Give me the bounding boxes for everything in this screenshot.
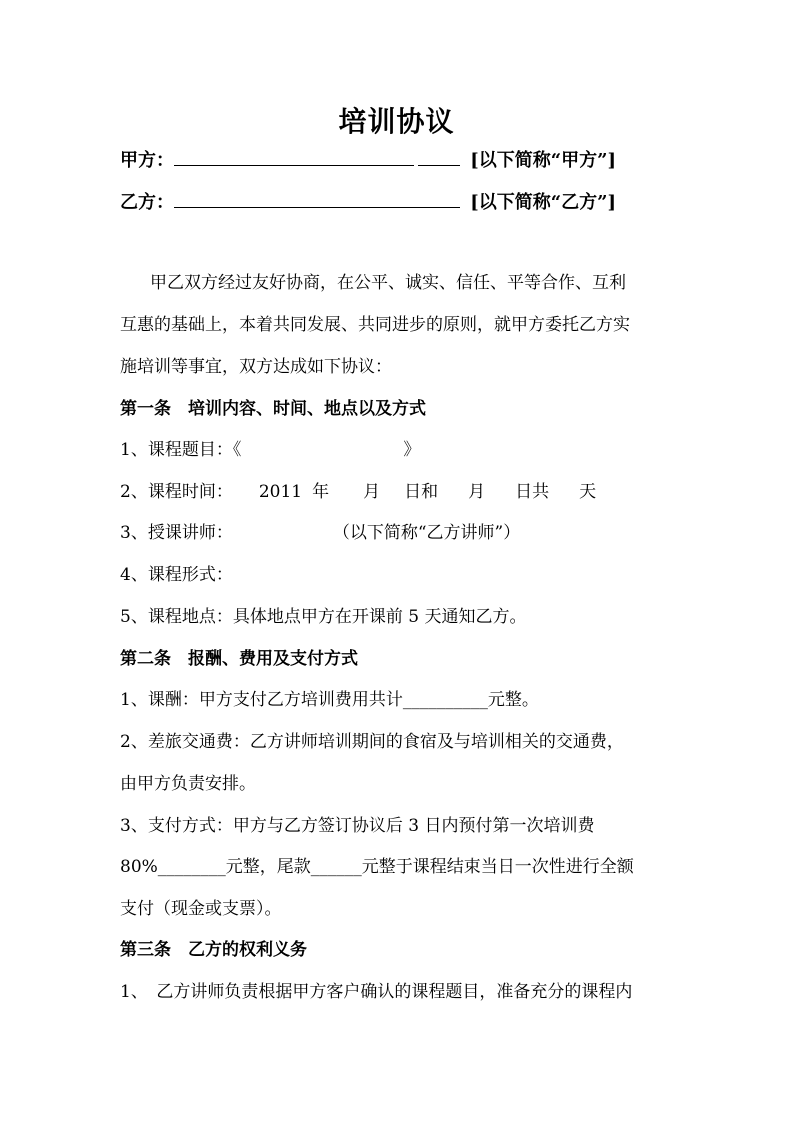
payment-line-3: 支付（现金或支票）。 [120,899,282,919]
course-time-year: 2011 [258,482,303,502]
party-a-suffix: [以下简称“甲方”] [470,150,617,171]
course-title-label: 1、课程题目：《 [120,440,242,460]
party-a-name-blank-extra[interactable] [418,147,460,166]
payment-line-2 [120,856,680,878]
payment-pct: 80% [120,857,158,877]
travel-line-2: 由甲方负责安排。 [120,774,256,794]
payment-blank-2[interactable]: ______ [310,857,362,877]
fee-label: 1、课酬：甲方支付乙方培训费用共计 [120,690,403,710]
course-time-rigong: 日共 [515,482,550,502]
lecturer-label: 3、授课讲师： [120,523,233,543]
party-a-line [120,147,680,172]
party-b-suffix: [以下简称“乙方”] [470,192,617,213]
party-b-label: 乙方： [120,192,174,213]
format-line [120,564,680,586]
fee-unit: 元整。 [487,690,539,710]
lecturer-note: （以下简称“乙方讲师”） [332,523,521,543]
party-a-name-blank[interactable] [174,147,414,166]
article-3-item-1: 1、 乙方讲师负责根据甲方客户确认的课程题目，准备充分的课程内 [120,982,633,1002]
fee-blank[interactable]: __________ [402,690,488,710]
course-time-tian: 天 [579,482,597,502]
party-b-line [120,189,680,214]
document-title: 培训协议 [338,105,455,138]
party-a-label: 甲方： [120,150,174,171]
course-time-rihe: 日和 [404,482,439,502]
fee-line [120,689,680,711]
article-1-heading: 第一条 培训内容、时间、地点以及方式 [120,399,426,419]
lecturer-line [120,522,680,544]
article-2-heading: 第二条 报酬、费用及支付方式 [120,649,358,669]
course-time-line [120,481,680,503]
payment-line-1: 3、支付方式：甲方与乙方签订协议后 3 日内预付第一次培训费 [120,816,595,836]
party-b-name-blank[interactable] [174,189,460,208]
payment-blank-1[interactable]: ________ [157,857,226,877]
course-time-nian: 年 [312,482,330,502]
course-time-yue-1: 月 [363,482,381,502]
intro-line-3: 施培训等事宜，双方达成如下协议： [120,357,392,377]
course-title-close: 》 [403,440,421,460]
course-time-yue-2: 月 [468,482,486,502]
intro-line-2: 互惠的基础上，本着共同发展、共同进步的原则，就甲方委托乙方实 [120,315,630,335]
payment-end: 元整于课程结束当日一次性进行全额 [361,857,634,877]
course-title-line [120,439,680,461]
article-3-heading: 第三条 乙方的权利义务 [120,940,307,960]
intro-line-1: 甲乙双方经过友好协商，在公平、诚实、信任、平等合作、互利 [150,273,626,293]
location-line: 5、课程地点：具体地点甲方在开课前 5 天通知乙方。 [120,607,527,627]
course-time-label: 2、课程时间： [120,482,233,502]
format-label: 4、课程形式： [120,565,233,585]
payment-mid: 元整，尾款 [225,857,311,877]
travel-line-1: 2、差旅交通费：乙方讲师培训期间的食宿及与培训相关的交通费， [120,732,624,752]
